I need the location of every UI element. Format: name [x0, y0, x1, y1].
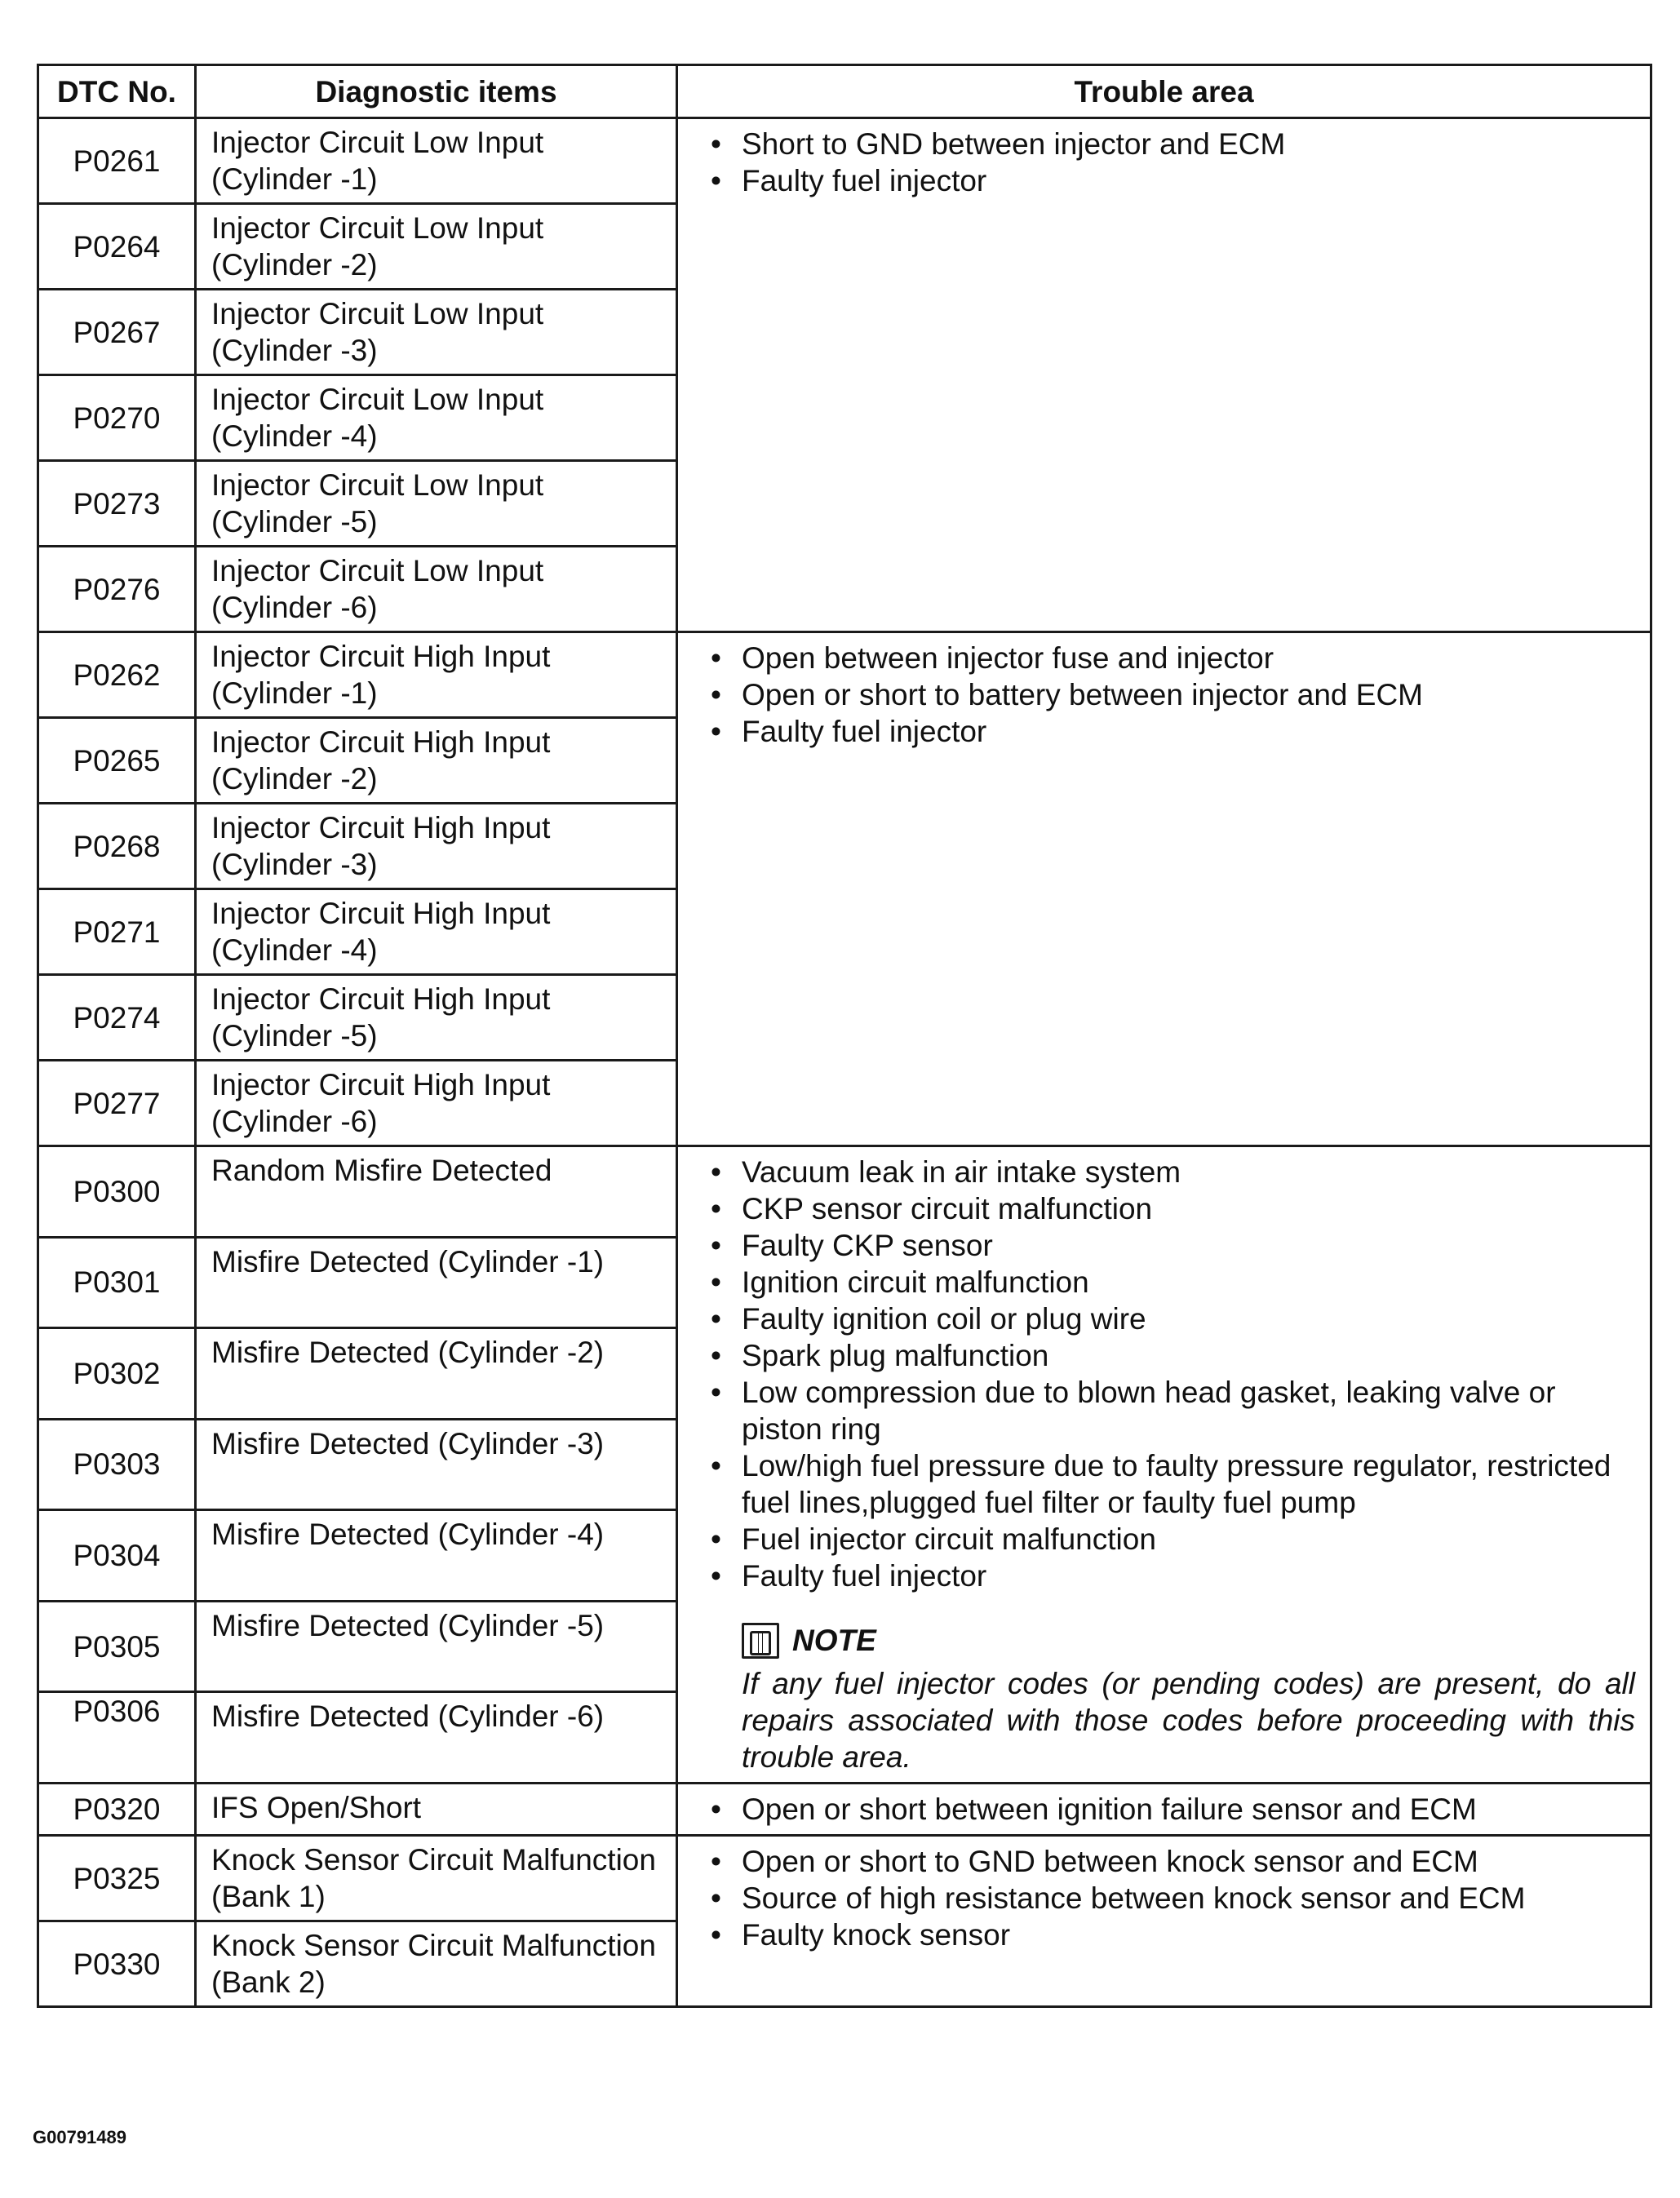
diagnostic-item [196, 1784, 677, 1836]
dtc-code: P0320 [38, 1784, 196, 1836]
dtc-table [37, 64, 1652, 2008]
dtc-code: P0302 [38, 1328, 196, 1420]
table-row [38, 1146, 1651, 1238]
dtc-code: P0261 [38, 118, 196, 204]
diagnostic-item [196, 718, 677, 804]
diagnostic-item-line: Injector Circuit High Input [211, 640, 551, 673]
trouble-item: • Fuel injector circuit malfunction [711, 1521, 1635, 1558]
diagnostic-item-line: (Cylinder -5) [211, 1019, 378, 1052]
dtc-code: P0268 [38, 804, 196, 889]
diagnostic-item-line: Injector Circuit High Input [211, 897, 551, 930]
table-row [38, 632, 1651, 718]
diagnostic-item [196, 1836, 677, 1921]
diagnostic-item-line: Misfire Detected (Cylinder -4) [211, 1518, 605, 1552]
diagnostic-item-line: Injector Circuit High Input [211, 811, 551, 844]
dtc-code: P0271 [38, 889, 196, 975]
diagnostic-item [196, 1510, 677, 1602]
note-text: If any fuel injector codes (or pending codes) are present, do all repairs associated with those codes before proceeding with this trouble area. [742, 1667, 1635, 1774]
diagnostic-item-line: Misfire Detected (Cylinder -1) [211, 1244, 605, 1278]
trouble-item: • Open or short to GND between knock sensor and ECM [711, 1843, 1635, 1880]
diagnostic-item [196, 290, 677, 375]
trouble-list [711, 1843, 1635, 1953]
diagnostic-item-line: Injector Circuit Low Input [211, 468, 544, 502]
diagnostic-item-line: Misfire Detected (Cylinder -6) [211, 1699, 605, 1734]
diagnostic-item [196, 1061, 677, 1146]
diagnostic-item [196, 1921, 677, 2007]
trouble-list [711, 1154, 1635, 1594]
diagnostic-item-line: Injector Circuit Low Input [211, 297, 544, 330]
diagnostic-item [196, 375, 677, 461]
trouble-area [677, 1146, 1651, 1784]
diagnostic-item [196, 1419, 677, 1510]
dtc-code: P0274 [38, 975, 196, 1061]
diagnostic-item [196, 1146, 677, 1238]
trouble-item: • Short to GND between injector and ECM [711, 126, 1635, 162]
dtc-code: P0277 [38, 1061, 196, 1146]
trouble-item: • Ignition circuit malfunction [711, 1264, 1635, 1301]
diagnostic-item-line: Injector Circuit Low Input [211, 554, 544, 587]
diagnostic-item [196, 632, 677, 718]
diagnostic-item-line: (Cylinder -1) [211, 162, 378, 196]
diagnostic-item-line: (Cylinder -2) [211, 762, 378, 795]
note-label: NOTE [792, 1624, 876, 1657]
diagnostic-item [196, 1237, 677, 1328]
diagnostic-item [196, 889, 677, 975]
trouble-area [677, 1784, 1651, 1836]
dtc-code: P0273 [38, 461, 196, 547]
trouble-item: • Vacuum leak in air intake system [711, 1154, 1635, 1190]
trouble-area [677, 1836, 1651, 2007]
table-row [38, 118, 1651, 204]
diagnostic-item-line: IFS Open/Short [211, 1791, 422, 1824]
dtc-code: P0304 [38, 1510, 196, 1602]
trouble-item: • Faulty fuel injector [711, 162, 1635, 199]
diagnostic-item [196, 975, 677, 1061]
diagnostic-item-line: (Cylinder -5) [211, 505, 378, 538]
diagnostic-item-line: (Bank 1) [211, 1880, 326, 1913]
dtc-code: P0301 [38, 1237, 196, 1328]
trouble-item: • Source of high resistance between knock sensor and ECM [711, 1880, 1635, 1917]
trouble-list [711, 1791, 1635, 1828]
diagnostic-item [196, 461, 677, 547]
trouble-item: • Low/high fuel pressure due to faulty pressure regulator, restricted fuel lines,plugged fuel filter or faulty fuel pump [711, 1447, 1635, 1521]
note-heading [711, 1622, 1635, 1659]
trouble-item: • Faulty fuel injector [711, 1558, 1635, 1594]
trouble-area [677, 632, 1651, 1146]
dtc-code: P0330 [38, 1921, 196, 2007]
trouble-item: • Faulty fuel injector [711, 713, 1635, 750]
diagnostic-item [196, 204, 677, 290]
trouble-area [677, 118, 1651, 632]
diagnostic-item-line: Injector Circuit Low Input [211, 126, 544, 159]
diagnostic-item-line: Injector Circuit High Input [211, 725, 551, 759]
header-dtc-no: DTC No. [38, 65, 196, 118]
diagnostic-item-line: Misfire Detected (Cylinder -3) [211, 1426, 605, 1460]
diagnostic-item-line: (Cylinder -4) [211, 933, 378, 967]
dtc-code: P0267 [38, 290, 196, 375]
diagnostic-item-line: Misfire Detected (Cylinder -2) [211, 1336, 605, 1370]
dtc-code: P0276 [38, 547, 196, 632]
trouble-item: • Open between injector fuse and injector [711, 640, 1635, 676]
trouble-item: • Open or short between ignition failure sensor and ECM [711, 1791, 1635, 1828]
dtc-code: P0264 [38, 204, 196, 290]
diagnostic-item-line: Injector Circuit Low Input [211, 211, 544, 245]
dtc-code: P0262 [38, 632, 196, 718]
table-row [38, 1784, 1651, 1836]
trouble-item: • Open or short to battery between injector and ECM [711, 676, 1635, 713]
diagnostic-item-line: Injector Circuit High Input [211, 982, 551, 1016]
trouble-item: • Low compression due to blown head gasket, leaking valve or piston ring [711, 1374, 1635, 1447]
diagnostic-item [196, 1601, 677, 1692]
trouble-item: • Spark plug malfunction [711, 1337, 1635, 1374]
diagnostic-item-line: Knock Sensor Circuit Malfunction [211, 1843, 656, 1877]
diagnostic-item [196, 547, 677, 632]
dtc-code: P0303 [38, 1419, 196, 1510]
diagnostic-item-line: (Cylinder -1) [211, 676, 378, 710]
diagnostic-item-line: (Cylinder -3) [211, 334, 378, 367]
dtc-code: P0325 [38, 1836, 196, 1921]
dtc-code: P0265 [38, 718, 196, 804]
dtc-code: P0306 [38, 1692, 196, 1784]
dtc-code: P0305 [38, 1601, 196, 1692]
diagnostic-item-line: Random Misfire Detected [211, 1154, 552, 1187]
diagnostic-item-line: (Cylinder -6) [211, 591, 378, 624]
table-header-row [38, 65, 1651, 118]
diagnostic-item [196, 804, 677, 889]
diagnostic-item [196, 1692, 677, 1784]
header-trouble-area: Trouble area [677, 65, 1651, 118]
trouble-item: • Faulty knock sensor [711, 1917, 1635, 1953]
trouble-list [711, 640, 1635, 750]
figure-id: G00791489 [33, 2127, 126, 2147]
diagnostic-item-line: (Cylinder -6) [211, 1105, 378, 1138]
trouble-item: • Faulty ignition coil or plug wire [711, 1301, 1635, 1337]
diagnostic-item-line: Injector Circuit Low Input [211, 383, 544, 416]
diagnostic-item [196, 118, 677, 204]
diagnostic-item-line: Misfire Detected (Cylinder -5) [211, 1608, 605, 1642]
trouble-item: • Faulty CKP sensor [711, 1227, 1635, 1264]
diagnostic-item-line: (Cylinder -2) [211, 248, 378, 281]
trouble-item: • CKP sensor circuit malfunction [711, 1190, 1635, 1227]
diagnostic-item [196, 1328, 677, 1420]
diagnostic-item-line: (Bank 2) [211, 1965, 326, 1999]
dtc-code: P0270 [38, 375, 196, 461]
table-row [38, 1836, 1651, 1921]
trouble-list [711, 126, 1635, 199]
table-body [38, 118, 1651, 2007]
diagnostic-item-line: (Cylinder -3) [211, 848, 378, 881]
diagnostic-item-line: Injector Circuit High Input [211, 1068, 551, 1101]
diagnostic-item-line: (Cylinder -4) [211, 419, 378, 453]
header-diagnostic-items: Diagnostic items [196, 65, 677, 118]
book-icon [742, 1623, 779, 1659]
diagnostic-item-line: Knock Sensor Circuit Malfunction [211, 1929, 656, 1962]
dtc-code: P0300 [38, 1146, 196, 1238]
